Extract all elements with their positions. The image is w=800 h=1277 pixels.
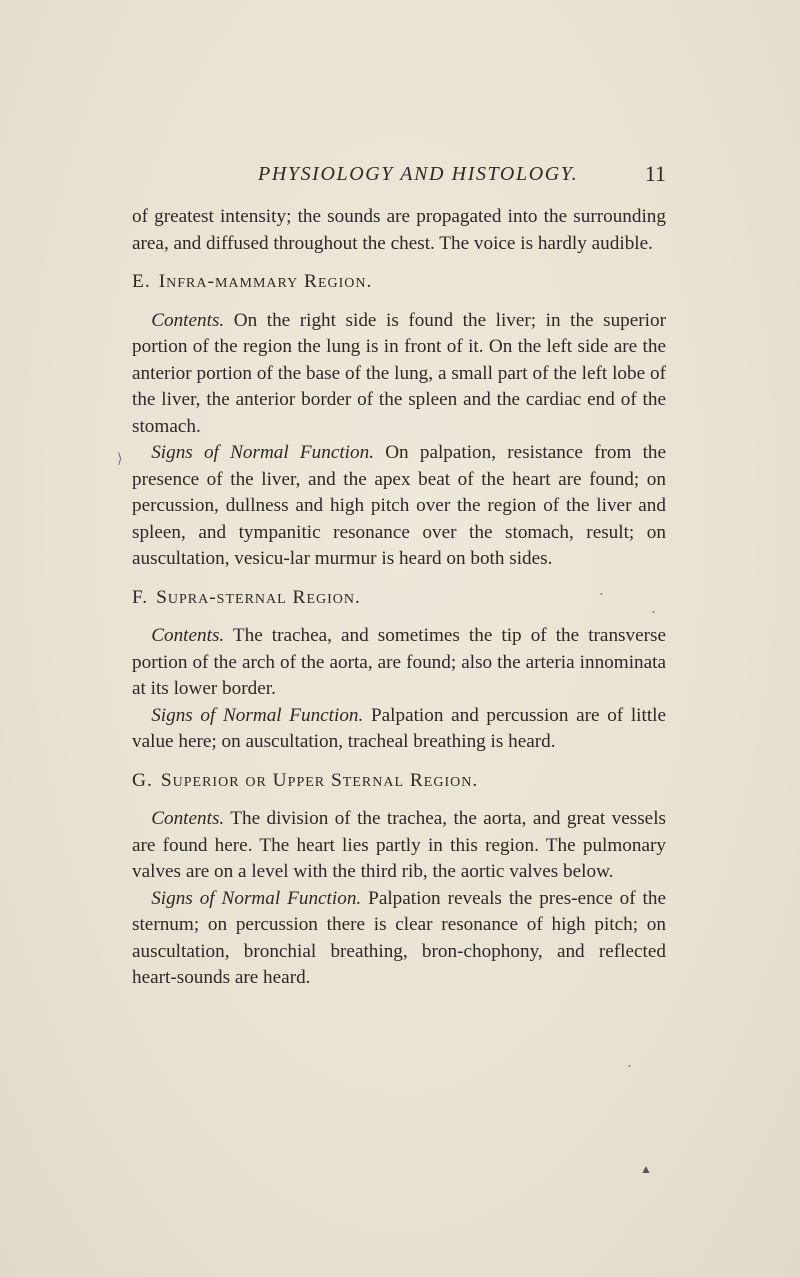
section-title-g: Superior or Upper Sternal Region. <box>160 769 479 791</box>
margin-tick-mark: ⟩ <box>117 452 123 467</box>
contents-text-g: The division of the trachea, the aorta, and great vessels are found here. The heart lies partly in this region. The pulmonary valves are on a level with the third rib, the aortic valves below. <box>132 808 666 882</box>
contents-paragraph-f <box>132 623 666 703</box>
stray-speck-2: • <box>652 608 655 617</box>
stray-speck-3: • <box>628 1062 631 1071</box>
page-number: 11 <box>644 161 666 186</box>
stray-speck-4: ▲ <box>640 1162 652 1176</box>
signs-text-e: On palpation, resistance from the presence of the liver, and the apex beat of the heart are found; on percussion, dullness and high pitch over the region of the liver and spleen, and tympanitic resonance over the stomach, result; on auscultation, vesicu-lar murmur is heard on both sides. <box>132 442 667 569</box>
section-heading-f <box>132 585 666 612</box>
contents-paragraph-g <box>132 806 666 886</box>
contents-lead-e: Contents. <box>151 309 225 331</box>
contents-paragraph-e <box>132 308 666 441</box>
stray-speck-1: • <box>600 590 603 599</box>
signs-lead-e: Signs of Normal Function. <box>151 442 374 463</box>
section-letter-f: F. <box>132 586 149 608</box>
page-header <box>258 160 666 188</box>
signs-lead-f: Signs of Normal Function. <box>151 704 364 726</box>
signs-lead-g: Signs of Normal Function. <box>151 887 362 909</box>
section-letter-g: G. <box>132 769 153 791</box>
section-title-e: Infra-mammary Region. <box>158 271 373 292</box>
section-heading-g <box>132 768 666 795</box>
running-title: PHYSIOLOGY AND HISTOLOGY. <box>258 163 579 185</box>
contents-lead-g: Contents. <box>151 808 225 829</box>
signs-text-g: Palpation reveals the pres-ence of the sternum; on percussion there is clear resonance of high pitch; on auscultation, bronchial breathing, bron-chophony, and reflected heart-sounds are heard. <box>132 887 666 988</box>
section-title-f: Supra-sternal Region. <box>156 586 361 608</box>
contents-text-e: On the right side is found the liver; in the superior portion of the region the lung is in front of it. On the left side are the anterior portion of the base of the lung, a small part of the left lobe of the liver, the anterior border of the spleen and the cardiac end of the stomach. <box>132 309 666 437</box>
signs-paragraph-f <box>132 703 666 756</box>
contents-lead-f: Contents. <box>151 625 225 646</box>
signs-paragraph-e <box>132 440 666 573</box>
section-letter-e: E. <box>132 271 151 292</box>
signs-text-f: Palpation and percussion are of little value here; on auscultation, tracheal breathing is heard. <box>132 704 666 752</box>
contents-text-f: The trachea, and sometimes the tip of the transverse portion of the arch of the aorta, are found; also the arteria innominata at its lower border. <box>132 625 666 699</box>
signs-paragraph-g <box>132 886 666 992</box>
body-text <box>132 204 666 992</box>
section-heading-e <box>132 269 666 296</box>
intro-paragraph: of greatest intensity; the sounds are propagated into the surrounding area, and diffused throughout the chest. The voice is hardly audible. <box>132 206 666 254</box>
